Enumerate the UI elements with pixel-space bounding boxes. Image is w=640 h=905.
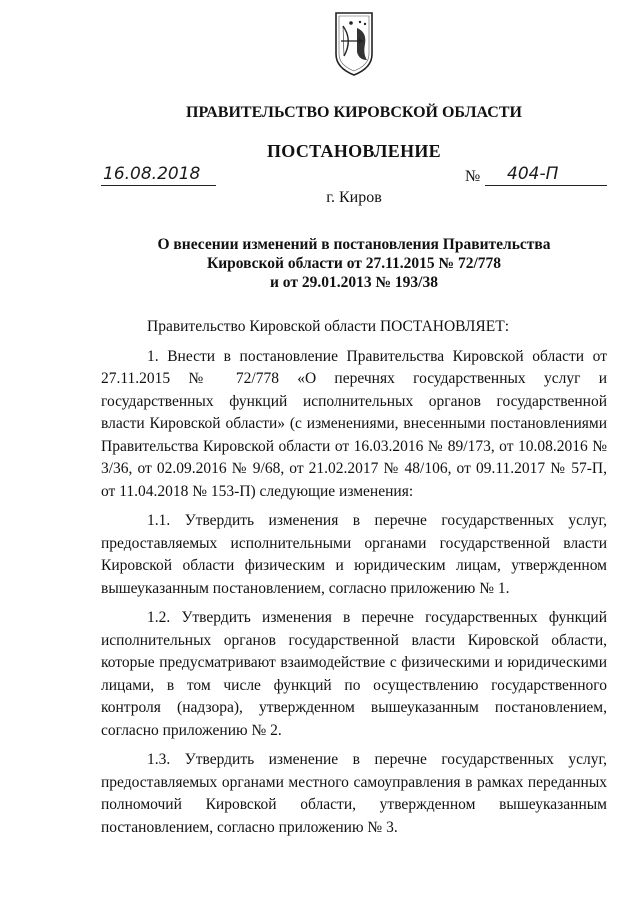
organization-title: ПРАВИТЕЛЬСТВО КИРОВСКОЙ ОБЛАСТИ bbox=[186, 104, 522, 121]
city-label: г. Киров bbox=[326, 189, 382, 206]
body-paragraph: 1. Внести в постановление Правительства Кировской области от 27.11.2015 № 72/778 «О перечнях государственных услуг и государственных функций исполнительных органов государственной власти Кировской области» (с изменениями, внесенными постановлениями Правительства Кировской области от 16.03.2016 № 89/173, от 10.08.2016 № 3/36, от 02.09.2016 № 9/68, от 21.02.2017 № 48/106, от 09.11.2017 № 57-П, от 11.04.2018 № 153-П) следующие изменения: bbox=[101, 347, 607, 500]
date-field bbox=[101, 165, 216, 186]
date-value: 16.08.2018 bbox=[103, 164, 201, 184]
body-paragraph: Правительство Кировской области ПОСТАНОВЛЯЕТ: bbox=[147, 318, 510, 335]
body-paragraph: 1.2. Утвердить изменения в перечне государственных функций исполнительных органов государственной власти Кировской области, которые предусматривают взаимодействие с физическими и юридическими лицами, в том числе функций по осуществлению государственного контроля (надзора), утвержденном вышеуказанным постановлением, согласно приложению № 2. bbox=[101, 609, 607, 739]
document-body bbox=[101, 316, 607, 839]
body-paragraph: 1.3. Утвердить изменение в перечне государственных услуг, предоставляемых органами местного самоуправления в рамках переданных полномочий Кировской области, утвержденном вышеуказанным постановлением, согласно приложению № 3. bbox=[101, 751, 607, 836]
number-label: № bbox=[465, 168, 481, 185]
subject-line: Кировской области от 27.11.2015 № 72/778 bbox=[206, 255, 502, 272]
document-subject bbox=[0, 235, 640, 292]
document-type-title: ПОСТАНОВЛЕНИЕ bbox=[267, 141, 441, 161]
subject-line: и от 29.01.2013 № 193/38 bbox=[270, 274, 438, 291]
coat-of-arms-icon bbox=[329, 10, 379, 78]
number-field bbox=[485, 165, 607, 186]
subject-line: О внесении изменений в постановления Правительства bbox=[157, 236, 551, 253]
number-value: 404-П bbox=[507, 164, 559, 184]
body-paragraph: 1.1. Утвердить изменения в перечне государственных услуг, предоставляемых исполнительными органами государственной власти Кировской области физическим и юридическим лицам, утвержденном вышеуказанным постановлением, согласно приложению № 1. bbox=[101, 512, 607, 597]
